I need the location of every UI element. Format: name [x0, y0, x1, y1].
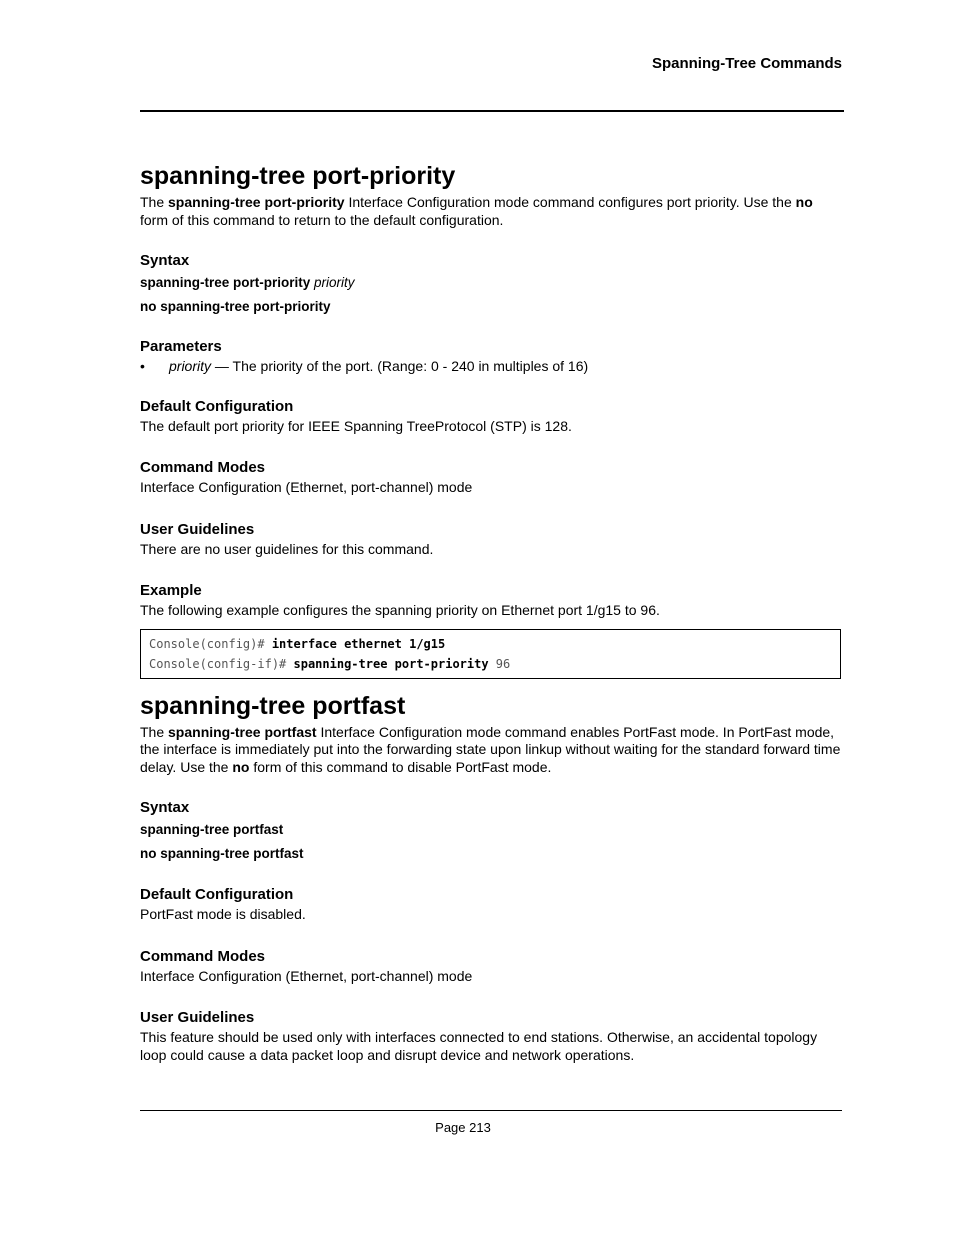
footer-divider	[140, 1110, 842, 1111]
syntax-line: spanning-tree port-priority priority	[140, 275, 355, 290]
bullet-icon: •	[140, 358, 145, 374]
command-modes-heading: Command Modes	[140, 459, 266, 476]
default-config-heading: Default Configuration	[140, 397, 294, 415]
command-modes-heading: Command Modes	[140, 947, 266, 965]
syntax-line-no: no spanning-tree portfast	[140, 846, 304, 861]
user-guidelines-heading: User Guidelines	[140, 1009, 255, 1026]
syntax-line: spanning-tree portfast	[140, 822, 284, 837]
page-content	[140, 161, 842, 1064]
user-guidelines-heading: User Guidelines	[140, 520, 255, 538]
default-config-text: The default port priority for IEEE Spanning TreeProtocol (STP) is 128.	[140, 417, 572, 434]
syntax-line-no: no spanning-tree port-priority	[140, 299, 331, 314]
intro-paragraph-portfast: The spanning-tree portfast Interface Configuration mode command enables PortFast mode. In PortFast mode, the interface is immediately put into the forwarding state upon linkup without waiting for the standard forward time delay. Use the no form of this command to disable PortFast mode.	[140, 723, 841, 775]
command-name: spanning-tree portfast	[168, 723, 317, 740]
example-text: The following example configures the spanning priority on Ethernet port 1/g15 to 96.	[140, 602, 660, 618]
code-line: Console(config)# interface ethernet 1/g15	[149, 636, 446, 651]
default-config-text: PortFast mode is disabled.	[140, 906, 306, 922]
header-divider	[140, 110, 844, 112]
parameter-description: — The priority of the port. (Range: 0 - 240 in multiples of 16)	[211, 358, 589, 374]
command-modes-text: Interface Configuration (Ethernet, port-channel) mode	[140, 479, 473, 495]
parameter-item	[140, 358, 842, 376]
syntax-argument: priority	[310, 275, 355, 290]
user-guidelines-text: This feature should be used only with interfaces connected to end stations. Otherwise, an accidental topology loop could cause a data packet loop and disrupt device and network operations.	[140, 1029, 818, 1063]
parameters-heading: Parameters	[140, 338, 222, 355]
no-keyword: no	[232, 758, 250, 775]
section-title-port-priority: spanning-tree port-priority	[140, 162, 456, 190]
code-line: Console(config-if)# spanning-tree port-priority 96	[149, 656, 511, 671]
code-example-block	[140, 629, 841, 679]
command-name: spanning-tree port-priority	[168, 194, 345, 210]
section-title-portfast: spanning-tree portfast	[140, 691, 406, 720]
parameter-name: priority	[169, 358, 212, 374]
user-guidelines-text: There are no user guidelines for this command.	[140, 540, 434, 557]
syntax-heading: Syntax	[140, 799, 190, 816]
example-heading: Example	[140, 582, 202, 599]
syntax-heading: Syntax	[140, 252, 190, 269]
intro-paragraph-port-priority: The spanning-tree port-priority Interface Configuration mode command configures port priority. Use the no form of this command to return to the default configuration.	[140, 194, 813, 228]
no-keyword: no	[795, 194, 813, 210]
default-config-heading: Default Configuration	[140, 886, 294, 903]
page-header-title: Spanning-Tree Commands	[651, 55, 842, 72]
command-modes-text: Interface Configuration (Ethernet, port-channel) mode	[140, 967, 473, 984]
page-number: Page 213	[435, 1120, 491, 1135]
